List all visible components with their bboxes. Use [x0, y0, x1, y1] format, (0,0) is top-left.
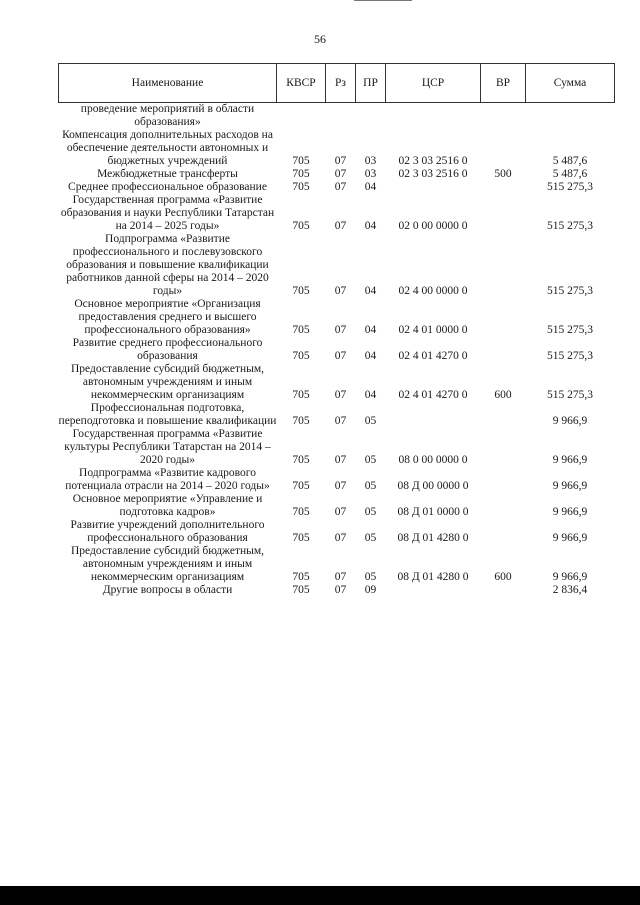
- table-row: [59, 363, 615, 402]
- cell-csr: 08 0 00 0000 0: [398, 454, 468, 466]
- cell-name: Развитие среднего профессионального образования: [72, 337, 263, 362]
- cell-sum: 515 275,3: [547, 324, 593, 336]
- cell-vr: [481, 519, 526, 545]
- cell-pr: 04: [364, 285, 377, 297]
- cell-name: Основное мероприятие «Организация предоставления среднего и высшего профессионального образования»: [74, 298, 261, 336]
- table-row: [59, 233, 615, 298]
- table-row: [59, 181, 615, 194]
- table-row: [59, 428, 615, 467]
- cell-name: Профессиональная подготовка, переподготовка и повышение квалификации: [58, 402, 277, 427]
- cell-csr: 08 Д 01 4280 0: [397, 571, 469, 583]
- table-row: [59, 194, 615, 233]
- cell-sum: 9 966,9: [552, 571, 588, 583]
- cell-pr: [356, 103, 386, 130]
- header-sum: Сумма: [526, 64, 615, 103]
- cell-vr: 600: [494, 389, 512, 401]
- cell-sum: 9 966,9: [552, 480, 588, 492]
- cell-vr: 500: [494, 168, 512, 180]
- cell-rz: 07: [334, 324, 347, 336]
- cell-name: Подпрограмма «Развитие кадрового потенциала отрасли на 2014 – 2020 годы»: [65, 467, 270, 492]
- cell-csr: [386, 584, 481, 597]
- cell-vr: [481, 428, 526, 467]
- cell-rz: 07: [334, 480, 347, 492]
- table-row: [59, 402, 615, 428]
- cell-vr: [481, 493, 526, 519]
- cell-kvsr: 705: [292, 155, 310, 167]
- cell-csr: 02 4 01 0000 0: [398, 324, 468, 336]
- table-row: [59, 545, 615, 584]
- header-pr: ПР: [356, 64, 386, 103]
- table-row: [59, 337, 615, 363]
- cell-vr: [481, 103, 526, 130]
- page-number: 56: [314, 32, 326, 46]
- cell-rz: [326, 103, 356, 130]
- cell-kvsr: 705: [292, 168, 310, 180]
- header-name: Наименование: [59, 64, 277, 103]
- cell-pr: 04: [364, 181, 377, 193]
- cell-name: проведение мероприятий в области образования»: [80, 103, 255, 128]
- cell-csr: [386, 103, 481, 130]
- cell-vr: [481, 402, 526, 428]
- cell-kvsr: 705: [292, 220, 310, 232]
- cell-pr: 05: [364, 571, 377, 583]
- cell-name: Государственная программа «Развитие культуры Республики Татарстан на 2014 – 2020 годы»: [64, 428, 271, 466]
- cell-vr: [481, 584, 526, 597]
- cell-rz: 07: [334, 415, 347, 427]
- cell-pr: 05: [364, 415, 377, 427]
- table-row: [59, 493, 615, 519]
- cell-csr: 02 4 01 4270 0: [398, 350, 468, 362]
- cell-sum: 515 275,3: [547, 350, 593, 362]
- cell-sum: 9 966,9: [552, 506, 588, 518]
- cell-rz: 07: [334, 155, 347, 167]
- table-row: [59, 168, 615, 181]
- cell-rz: 07: [334, 181, 347, 193]
- cell-sum: 5 487,6: [552, 168, 588, 180]
- cell-rz: 07: [334, 389, 347, 401]
- table-row: [59, 584, 615, 597]
- cell-csr: [386, 402, 481, 428]
- cell-csr: [386, 181, 481, 194]
- header-rz: Рз: [326, 64, 356, 103]
- cell-rz: 07: [334, 571, 347, 583]
- cell-name: Межбюджетные трансферты: [97, 168, 238, 180]
- cell-vr: [481, 467, 526, 493]
- cell-rz: 07: [334, 506, 347, 518]
- cell-rz: 07: [334, 584, 347, 596]
- cell-rz: 07: [334, 532, 347, 544]
- cell-rz: 07: [334, 220, 347, 232]
- cell-name: Государственная программа «Развитие образования и науки Республики Татарстан на 2014 – 2025 годы»: [60, 194, 275, 232]
- cell-csr: 08 Д 01 4280 0: [397, 532, 469, 544]
- cell-name: Развитие учреждений дополнительного профессионального образования: [70, 519, 265, 544]
- cell-rz: 07: [334, 285, 347, 297]
- cell-pr: 04: [364, 350, 377, 362]
- cell-vr: [481, 181, 526, 194]
- cell-sum: 515 275,3: [547, 220, 593, 232]
- cell-csr: 02 3 03 2516 0: [398, 168, 468, 180]
- cell-pr: 05: [364, 532, 377, 544]
- cell-name: Среднее профессиональное образование: [68, 181, 267, 193]
- cell-vr: [481, 233, 526, 298]
- cell-vr: [481, 337, 526, 363]
- table-body: [59, 103, 615, 598]
- cell-vr: [481, 194, 526, 233]
- scan-mark: [354, 0, 412, 1]
- cell-kvsr: 705: [292, 506, 310, 518]
- cell-sum: 515 275,3: [547, 389, 593, 401]
- table-row: [59, 103, 615, 130]
- cell-csr: 02 3 03 2516 0: [398, 155, 468, 167]
- table-row: [59, 467, 615, 493]
- cell-kvsr: 705: [292, 480, 310, 492]
- cell-csr: 02 0 00 0000 0: [398, 220, 468, 232]
- cell-pr: 04: [364, 220, 377, 232]
- cell-kvsr: 705: [292, 584, 310, 596]
- cell-csr: 08 Д 00 0000 0: [397, 480, 469, 492]
- cell-pr: 05: [364, 480, 377, 492]
- cell-rz: 07: [334, 350, 347, 362]
- cell-sum: 515 275,3: [547, 285, 593, 297]
- cell-pr: 05: [364, 454, 377, 466]
- cell-name: Предоставление субсидий бюджетным, автономным учреждениям и иным некоммерческим организациям: [70, 363, 265, 401]
- header-csr: ЦСР: [386, 64, 481, 103]
- cell-kvsr: [277, 103, 326, 130]
- cell-kvsr: 705: [292, 181, 310, 193]
- cell-name: Предоставление субсидий бюджетным, автономным учреждениям и иным некоммерческим организациям: [70, 545, 265, 583]
- cell-csr: 02 4 01 4270 0: [398, 389, 468, 401]
- cell-pr: 04: [364, 389, 377, 401]
- cell-sum: 9 966,9: [552, 454, 588, 466]
- cell-sum: 5 487,6: [552, 155, 588, 167]
- cell-sum: 9 966,9: [552, 532, 588, 544]
- cell-name: Компенсация дополнительных расходов на обеспечение деятельности автономных и бюджетных учреждений: [62, 129, 273, 167]
- cell-pr: 04: [364, 324, 377, 336]
- table-row: [59, 298, 615, 337]
- cell-kvsr: 705: [292, 454, 310, 466]
- cell-kvsr: 705: [292, 532, 310, 544]
- cell-kvsr: 705: [292, 324, 310, 336]
- cell-kvsr: 705: [292, 571, 310, 583]
- cell-name: Другие вопросы в области: [102, 584, 233, 596]
- table-row: [59, 129, 615, 168]
- cell-vr: [481, 129, 526, 168]
- cell-rz: 07: [334, 168, 347, 180]
- cell-sum: 9 966,9: [552, 415, 588, 427]
- cell-kvsr: 705: [292, 285, 310, 297]
- cell-pr: 03: [364, 155, 377, 167]
- table-header-row: [59, 64, 615, 103]
- cell-csr: 08 Д 01 0000 0: [397, 506, 469, 518]
- cell-vr: 600: [494, 571, 512, 583]
- cell-csr: 02 4 00 0000 0: [398, 285, 468, 297]
- table-row: [59, 519, 615, 545]
- cell-kvsr: 705: [292, 415, 310, 427]
- cell-pr: 05: [364, 506, 377, 518]
- cell-sum: 515 275,3: [547, 181, 593, 193]
- cell-name: Основное мероприятие «Управление и подготовка кадров»: [72, 493, 263, 518]
- header-kvsr: КВСР: [277, 64, 326, 103]
- cell-sum: [526, 103, 615, 130]
- cell-pr: 03: [364, 168, 377, 180]
- cell-rz: 07: [334, 454, 347, 466]
- cell-pr: 09: [364, 584, 377, 596]
- cell-kvsr: 705: [292, 389, 310, 401]
- header-vr: ВР: [481, 64, 526, 103]
- cell-sum: 2 836,4: [552, 584, 588, 596]
- cell-kvsr: 705: [292, 350, 310, 362]
- budget-table: [58, 63, 615, 597]
- cell-vr: [481, 298, 526, 337]
- cell-name: Подпрограмма «Развитие профессионального и послевузовского образования и повышение квалификации работников данной сферы на 2014 – 2020 годы»: [66, 233, 269, 297]
- scan-bottom-edge: [0, 886, 640, 905]
